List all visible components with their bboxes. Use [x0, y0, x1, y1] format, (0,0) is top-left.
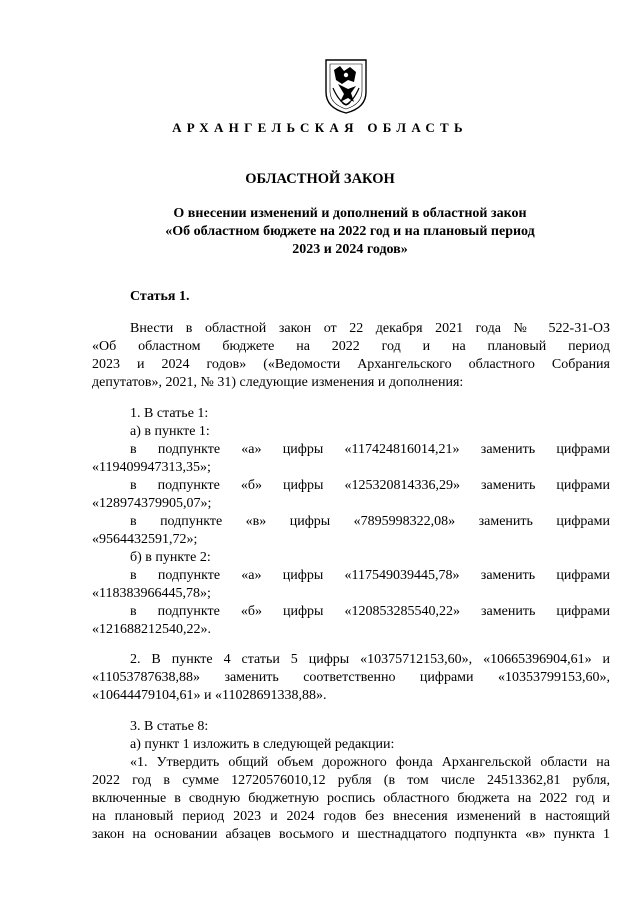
body-line: 2. В пункте 4 статьи 5 цифры «10375712153,60», «10665396904,61» и	[130, 652, 610, 667]
body-line: в подпункте «б» цифры «120853285540,22» заменить цифрами	[130, 604, 610, 619]
law-title-line: О внесении изменений и дополнений в областной закон	[173, 206, 527, 221]
body-line: в подпункте «в» цифры «7895998322,08» заменить цифрами	[130, 514, 610, 529]
law-title	[100, 205, 600, 259]
law-type: ОБЛАСТНОЙ ЗАКОН	[245, 171, 395, 187]
body-line: а) пункт 1 изложить в следующей редакции:	[130, 737, 395, 752]
body-line: депутатов», 2021, № 31) следующие изменения и дополнения:	[92, 375, 464, 390]
body-line: а) в пункте 1:	[130, 424, 210, 439]
body-line: включенные в сводную бюджетную роспись областного бюджета на 2022 год и	[92, 791, 610, 806]
body-line: «128974379905,07»;	[92, 496, 212, 511]
body-line: «10644479104,61» и «11028691338,88».	[92, 688, 327, 703]
article-heading: Статья 1.	[130, 289, 190, 304]
law-title-line: 2023 и 2024 годов»	[292, 242, 408, 257]
body-line: 2023 и 2024 годов» («Ведомости Архангельского областного Собрания	[92, 357, 610, 372]
body-line: Внести в областной закон от 22 декабря 2021 года № 522-31-ОЗ	[130, 321, 610, 336]
body-line: «1. Утвердить общий объем дорожного фонда Архангельской области на	[130, 755, 610, 770]
body-line: закон на основании абзацев восьмого и шестнадцатого подпункта «в» пункта 1	[92, 827, 610, 842]
body-line: «11053787638,88» заменить соответственно цифрами «10353799153,60»,	[92, 670, 610, 685]
body-line: «121688212540,22».	[92, 622, 211, 637]
body-line: 1. В статье 1:	[130, 406, 209, 421]
body-line: «9564432591,72»;	[92, 532, 198, 547]
body-line: б) в пункте 2:	[130, 550, 211, 565]
body-line: 3. В статье 8:	[130, 719, 209, 734]
body-line: «118383966445,78»;	[92, 586, 211, 601]
region-name: АРХАНГЕЛЬСКАЯ ОБЛАСТЬ	[172, 120, 468, 135]
body-line: в подпункте «а» цифры «117549039445,78» заменить цифрами	[130, 568, 610, 583]
body-line: в подпункте «а» цифры «117424816014,21» заменить цифрами	[130, 442, 610, 457]
body-line: «Об областном бюджете на 2022 год и на плановый период	[92, 339, 610, 354]
body-line: «119409947313,35»;	[92, 460, 211, 475]
law-title-line: «Об областном бюджете на 2022 год и на плановый период	[165, 224, 535, 239]
body-line: 2022 год в сумме 12720576010,12 рубля (в том числе 24513362,81 рубля,	[92, 773, 610, 788]
body-line: на плановый период 2023 и 2024 годов без внесения изменений в настоящий	[92, 809, 610, 824]
coat-of-arms-icon	[324, 58, 368, 114]
body-line: в подпункте «б» цифры «125320814336,29» заменить цифрами	[130, 478, 610, 493]
